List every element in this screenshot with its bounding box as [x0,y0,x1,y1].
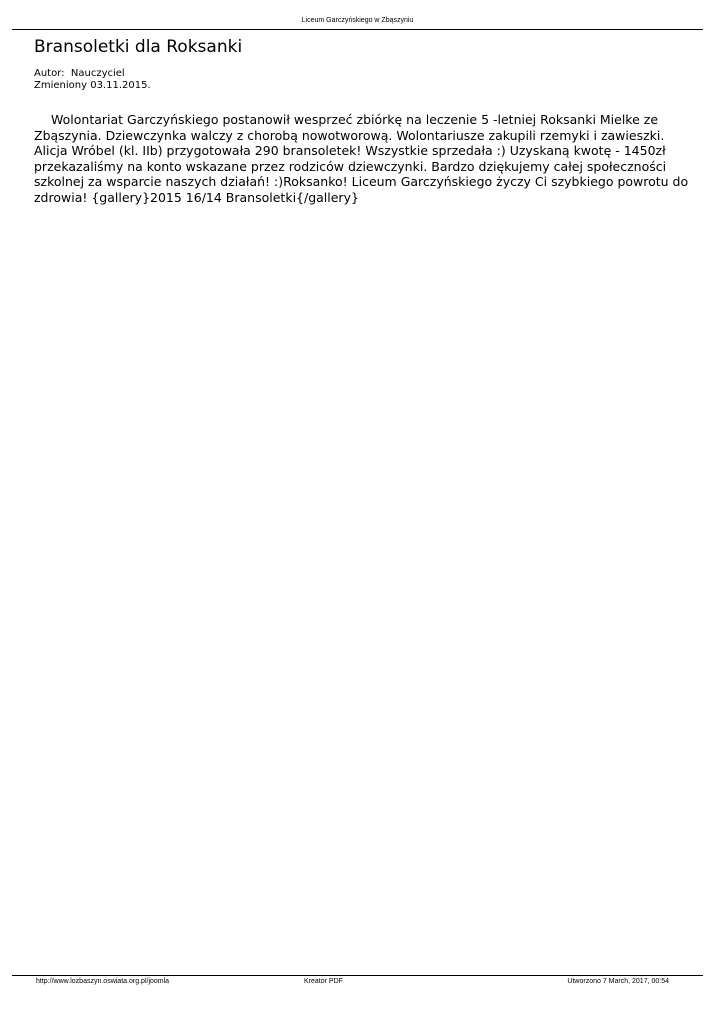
article-body: Wolontariat Garczyńskiego postanowił wesprzeć zbiórkę na leczenie 5 -letniej Roksanki Mielke ze Zbąszynia. Dziewczynka walczy z chorobą nowotworową. Wolontariusze zakupili rzemyki i zawieszki. Alicja Wróbel (kl. IIb) przygotowała 290 bransoletek! Wszystkie sprzedała :) Uzyskaną kwotę - 1450zł przekazaliśmy na konto wskazane przez rodziców dziewczynki. Bardzo dziękujemy całej społeczności szkolnej za wsparcie naszych działań! :)Roksanko! Liceum Garczyńskiego życzy Ci szybkiego powrotu do zdrowia! {gallery}2015 16/14 Bransoletki{/gallery} [34,112,689,205]
footer-created [567,976,669,987]
modified-line [34,80,151,92]
article-meta [34,68,151,92]
created-date: 7 March, 2017, 00:54 [602,978,669,985]
site-name: Liceum Garczyńskiego w Zbąszyniu [301,17,414,24]
modified-label: Zmieniony [34,80,88,91]
created-label: Utworzono [567,978,601,985]
author-label: Autor: [34,68,65,79]
footer-url: http://www.lozbaszyn.oswiata.org.pl/joomla [36,978,170,985]
page-footer [12,975,703,988]
article-title: Bransoletki dla Roksanki [34,37,243,57]
modified-date: 03.11.2015. [90,80,151,91]
footer-generator: Kreator PDF [304,978,343,985]
author-name: Nauczyciel [70,68,125,79]
author-line [34,68,151,80]
page-header [12,15,703,30]
